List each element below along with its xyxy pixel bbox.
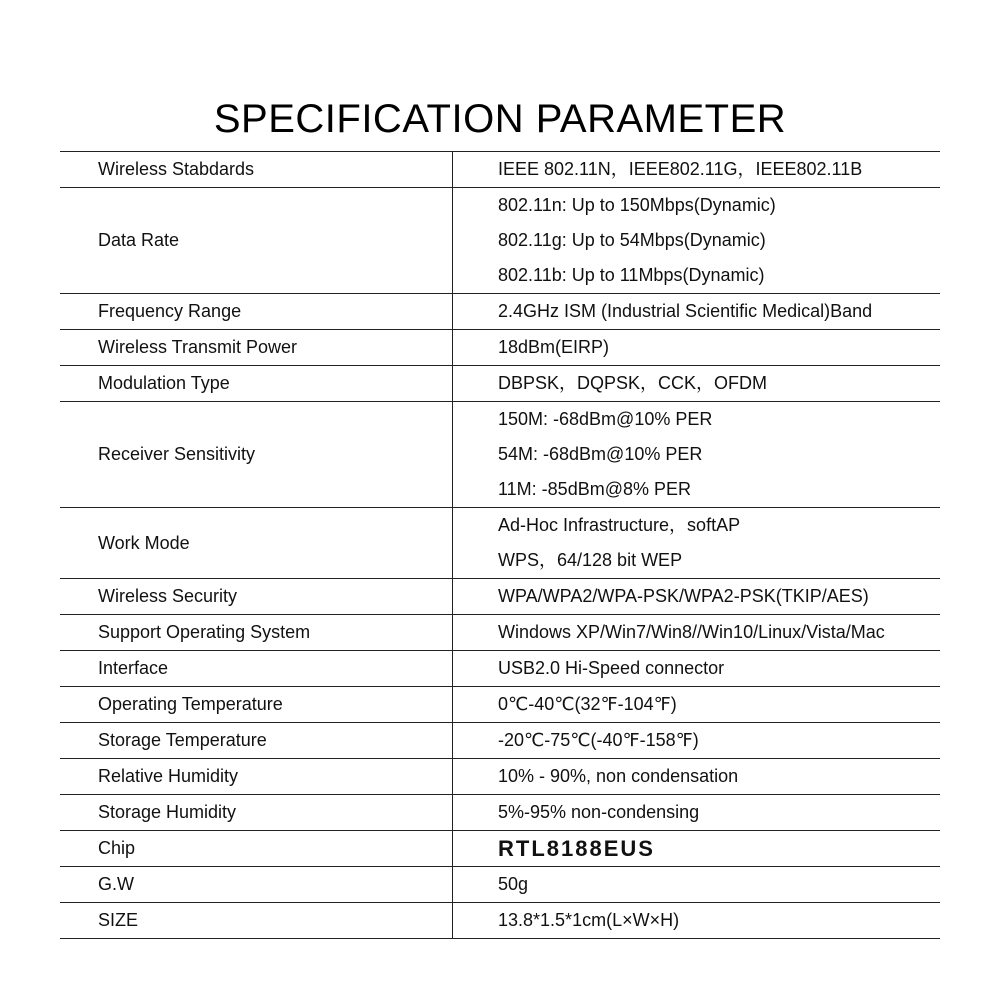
param-label: Frequency Range [60, 294, 453, 329]
param-value [453, 366, 940, 401]
spec-row-size [60, 903, 940, 939]
value-line: 5%-95% non-condensing [498, 802, 700, 822]
value-line: USB2.0 Hi-Speed connector [498, 658, 725, 678]
param-label: Support Operating System [60, 615, 453, 650]
param-label: Operating Temperature [60, 687, 453, 722]
spec-row-gross-weight [60, 867, 940, 903]
spec-row-work-mode [60, 508, 940, 579]
param-label: Storage Temperature [60, 723, 453, 758]
param-label: Wireless Stabdards [60, 152, 453, 187]
spec-row-transmit-power [60, 330, 940, 366]
value-line: 54M: -68dBm@10% PER [498, 444, 703, 464]
param-label: Interface [60, 651, 453, 686]
param-value [453, 903, 940, 938]
spec-row-storage-humidity [60, 795, 940, 831]
param-value [453, 152, 940, 187]
value-line: IEEE 802.11N，IEEE802.11G，IEEE802.11B [498, 159, 863, 179]
param-value [453, 508, 940, 578]
param-label: Work Mode [60, 508, 453, 578]
value-line: Windows XP/Win7/Win8//Win10/Linux/Vista/Mac [498, 622, 885, 642]
value-line: 802.11n: Up to 150Mbps(Dynamic) [498, 195, 776, 215]
value-line: 13.8*1.5*1cm(L×W×H) [498, 910, 680, 930]
spec-row-frequency-range [60, 294, 940, 330]
spec-row-operating-system [60, 615, 940, 651]
value-line: 10% - 90%, non condensation [498, 766, 739, 786]
param-label: Data Rate [60, 188, 453, 293]
value-line: -20℃-75℃(-40℉-158℉) [498, 730, 699, 750]
param-label: G.W [60, 867, 453, 902]
spec-row-data-rate [60, 188, 940, 294]
param-value [453, 687, 940, 722]
param-label: Modulation Type [60, 366, 453, 401]
param-label: Receiver Sensitivity [60, 402, 453, 507]
value-line: WPA/WPA2/WPA-PSK/WPA2-PSK(TKIP/AES) [498, 586, 869, 606]
param-label: Wireless Transmit Power [60, 330, 453, 365]
chip-model: RTL8188EUS [498, 836, 655, 861]
value-line: 802.11b: Up to 11Mbps(Dynamic) [498, 265, 765, 285]
param-label: Wireless Security [60, 579, 453, 614]
param-value [453, 188, 940, 293]
value-line: WPS，64/128 bit WEP [498, 550, 683, 570]
value-line: 0℃-40℃(32℉-104℉) [498, 694, 677, 714]
param-value [453, 294, 940, 329]
param-value [453, 402, 940, 507]
param-value [453, 759, 940, 794]
value-line: Ad-Hoc Infrastructure，softAP [498, 515, 741, 535]
page-title: SPECIFICATION PARAMETER [213, 96, 787, 141]
spec-row-wireless-security [60, 579, 940, 615]
param-value [453, 867, 940, 902]
spec-row-storage-temperature [60, 723, 940, 759]
value-line: 802.11g: Up to 54Mbps(Dynamic) [498, 230, 766, 250]
param-label: Storage Humidity [60, 795, 453, 830]
spec-row-receiver-sensitivity [60, 402, 940, 508]
param-label: Relative Humidity [60, 759, 453, 794]
param-value [453, 795, 940, 830]
param-value [453, 831, 940, 866]
param-label: SIZE [60, 903, 453, 938]
value-line: DBPSK，DQPSK，CCK，OFDM [498, 373, 768, 393]
value-line: 150M: -68dBm@10% PER [498, 409, 713, 429]
spec-row-interface [60, 651, 940, 687]
spec-row-relative-humidity [60, 759, 940, 795]
value-line: 18dBm(EIRP) [498, 337, 610, 357]
spec-row-wireless-standards [60, 152, 940, 188]
param-value [453, 330, 940, 365]
value-line: 11M: -85dBm@8% PER [498, 479, 692, 499]
spec-row-chip [60, 831, 940, 867]
spec-table [60, 151, 940, 939]
spec-row-modulation-type [60, 366, 940, 402]
param-value [453, 651, 940, 686]
value-line: 2.4GHz ISM (Industrial Scientific Medical)Band [498, 301, 873, 321]
param-value [453, 579, 940, 614]
spec-row-operating-temperature [60, 687, 940, 723]
value-line: 50g [498, 874, 529, 894]
param-value [453, 615, 940, 650]
param-label: Chip [60, 831, 453, 866]
param-value [453, 723, 940, 758]
